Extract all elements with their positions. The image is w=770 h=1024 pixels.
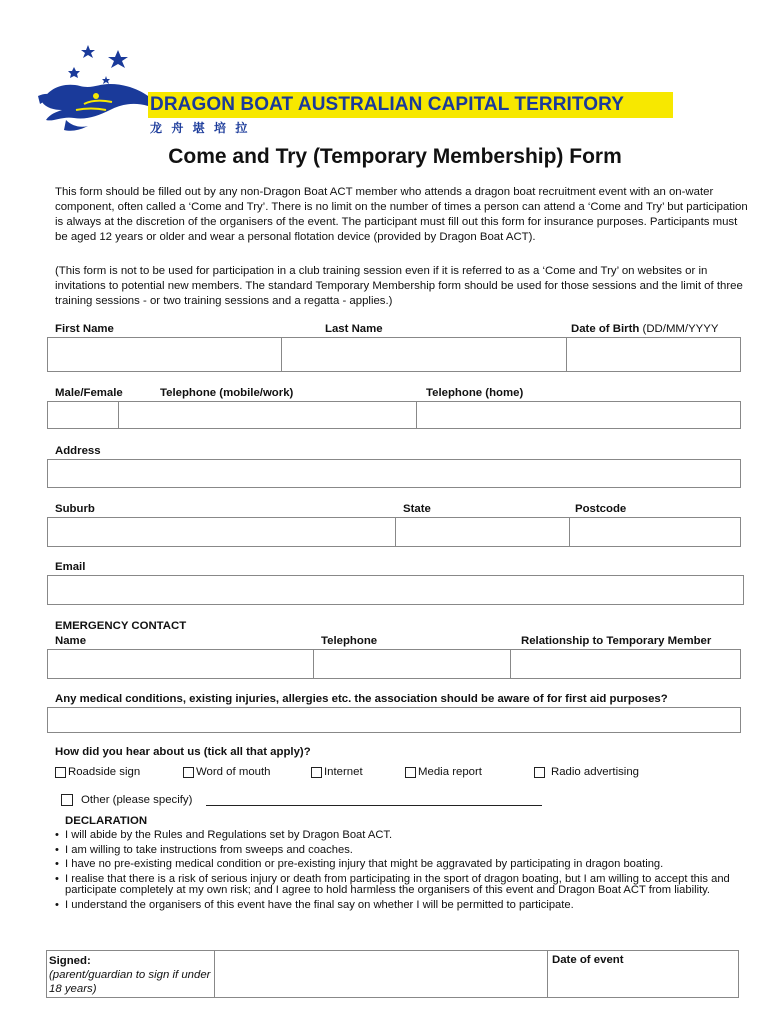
phone-mobile-label: Telephone (mobile/work) [160,387,294,399]
state-field[interactable] [396,518,570,546]
date-of-event-cell[interactable] [548,951,738,997]
checkbox-word-of-mouth[interactable]: Word of mouth [183,766,271,778]
last-name-label: Last Name [325,323,383,335]
intro-paragraph: This form should be filled out by any non-Dragon Boat ACT member who attends a dragon boat recruitment event with an on-water component, often called a ‘Come and Try’. There is no limit on the number of times a person can attend a ‘Come and Try’ but participation is always at the discretion of the organisers of the event. The participant must fill out this form for insurance purposes. Participants must be aged 12 years or older and wear a personal flotation device (provided by Dragon Boat ACT). [55,186,748,243]
list-item: • I am willing to take instructions from sweeps and coaches. [55,845,745,857]
name-row [47,337,741,372]
ec-relationship-field[interactable] [511,650,740,678]
checkbox-icon[interactable] [61,794,73,806]
checkbox-internet[interactable]: Internet [311,766,363,778]
first-name-field[interactable] [48,338,282,371]
declaration-heading: DECLARATION [65,815,148,827]
other-specify-field[interactable] [206,805,542,806]
state-label: State [403,503,431,515]
star-icon [81,45,95,58]
star-icon [108,50,128,68]
star-icon [68,67,80,78]
dob-field[interactable] [567,338,740,371]
email-label: Email [55,561,86,573]
signature-field[interactable] [215,951,548,997]
gender-phone-row [47,401,741,429]
ec-phone-field[interactable] [314,650,511,678]
last-name-field[interactable] [282,338,567,371]
signature-table [46,950,739,998]
checkbox-icon[interactable] [311,767,322,778]
dragon-logo-icon [36,40,156,140]
medical-field[interactable] [47,707,741,733]
checkbox-icon[interactable] [405,767,416,778]
ec-name-field[interactable] [48,650,314,678]
page-title: Come and Try (Temporary Membership) Form [168,145,622,168]
gender-label: Male/Female [55,387,123,399]
emergency-row [47,649,741,679]
postcode-field[interactable] [570,518,740,546]
suburb-field[interactable] [48,518,396,546]
org-name: DRAGON BOAT AUSTRALIAN CAPITAL TERRITORY [150,94,625,115]
first-name-label: First Name [55,323,114,335]
phone-home-field[interactable] [417,402,740,428]
emergency-heading: EMERGENCY CONTACT [55,620,187,632]
checkbox-media-report[interactable]: Media report [405,766,482,778]
date-of-event-label: Date of event [552,954,624,966]
gender-field[interactable] [48,402,119,428]
dob-label: Date of Birth (DD/MM/YYYY [571,323,719,335]
checkbox-radio-advertising[interactable]: Radio advertising [534,766,639,778]
suburb-state-row [47,517,741,547]
phone-home-label: Telephone (home) [426,387,524,399]
ec-phone-label: Telephone [321,635,378,647]
star-icon [102,76,110,84]
list-item: • I realise that there is a risk of serious injury or death from participating in the sport of dragon boating, but I am willing to accept this and participate completely at my own risk; and I agree to hold harmless the organisers of this event and Dragon Boat ACT from liability. [55,874,745,897]
guardian-note: (parent/guardian to sign if under 18 years) [49,969,211,995]
address-label: Address [55,445,101,457]
list-item: • I have no pre-existing medical condition or pre-existing injury that might be aggravated by participating in dragon boating. [55,859,745,871]
checkbox-icon[interactable] [55,767,66,778]
signed-label-cell [47,951,215,997]
chinese-org-name: 龙 舟 堪 培 拉 [150,121,251,135]
ec-relationship-label: Relationship to Temporary Member [521,635,712,647]
medical-label: Any medical conditions, existing injuries, allergies etc. the association should be aware of for first aid purposes? [55,693,668,705]
signed-label: Signed: [49,955,91,967]
email-field[interactable] [47,575,744,605]
suburb-label: Suburb [55,503,95,515]
postcode-label: Postcode [575,503,627,515]
hear-about-question: How did you hear about us (tick all that apply)? [55,746,311,758]
checkbox-roadside-sign[interactable]: Roadside sign [55,766,140,778]
phone-mobile-field[interactable] [119,402,417,428]
checkbox-icon[interactable] [534,767,545,778]
list-item: • I will abide by the Rules and Regulations set by Dragon Boat ACT. [55,830,745,842]
checkbox-icon[interactable] [183,767,194,778]
dragon-head-icon [42,84,148,120]
ec-name-label: Name [55,635,87,647]
note-paragraph: (This form is not to be used for participation in a club training session even if it is referred to as a ‘Come and Try’ on websites or in invitations to potential new members. The standard Temporary Membership form should be used for those sessions and the limit of three training sessions - or two training sessions and a regatta - applies.) [55,265,743,307]
address-field[interactable] [47,459,741,488]
checkbox-other[interactable]: Other (please specify) [61,794,192,806]
declaration-list [55,830,745,914]
list-item: • I understand the organisers of this event have the final say on whether I will be permitted to participate. [55,900,745,912]
